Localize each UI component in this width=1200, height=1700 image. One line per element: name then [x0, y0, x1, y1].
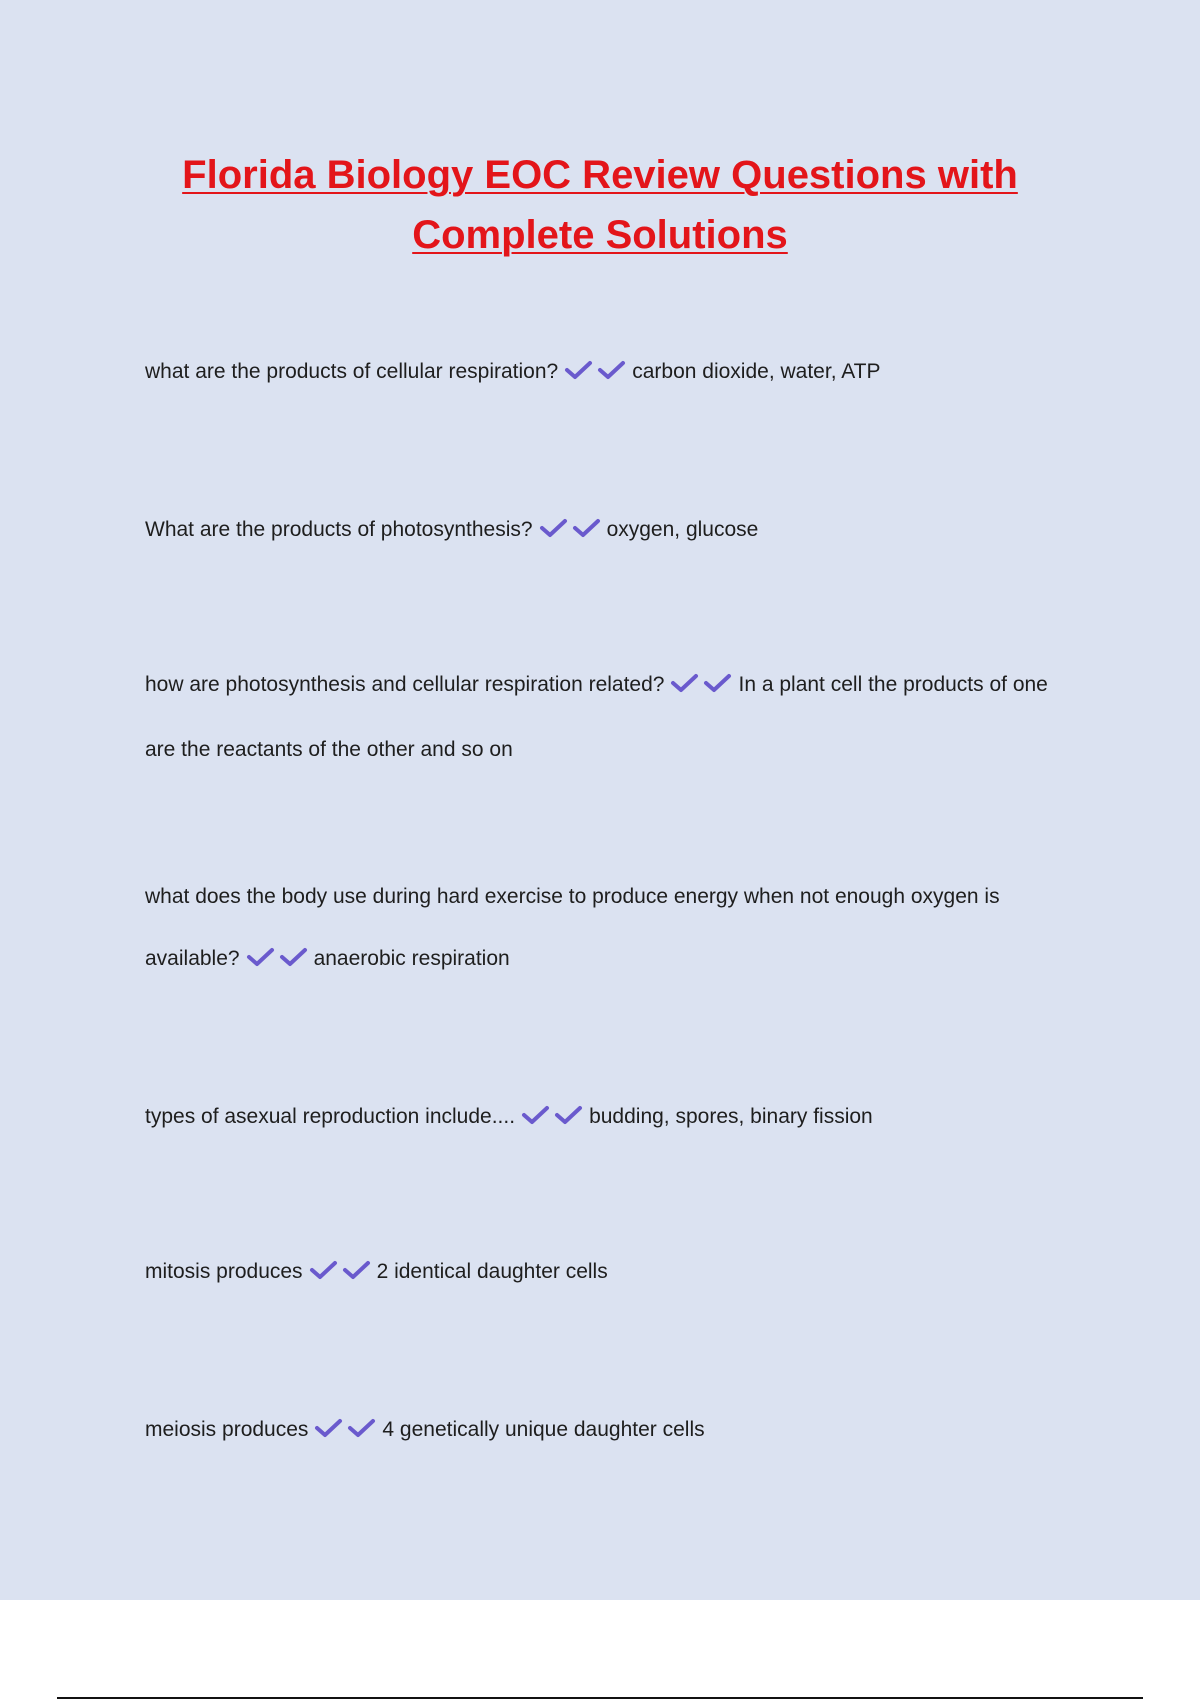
double-check-icon: [309, 1244, 375, 1306]
question-text: What are the products of photosynthesis?: [145, 518, 533, 541]
qa-item: [145, 1399, 1065, 1464]
qa-item: [145, 341, 1065, 406]
double-check-icon: [314, 1402, 380, 1464]
question-text: mitosis produces: [145, 1260, 303, 1283]
answer-text: oxygen, glucose: [606, 518, 759, 541]
double-check-icon: [670, 657, 736, 719]
qa-item: [145, 866, 1065, 993]
qa-item: [145, 1086, 1065, 1151]
answer-text: In a plant cell the products of one are the reactants of the other and so on: [145, 673, 1048, 761]
qa-item: [145, 499, 1065, 564]
question-text: meiosis produces: [145, 1418, 309, 1441]
answer-text: anaerobic respiration: [313, 947, 510, 970]
qa-item: [145, 654, 1065, 781]
question-text: how are photosynthesis and cellular respiration related?: [145, 673, 665, 696]
title-line-1: Florida Biology EOC Review Questions with: [182, 153, 1018, 197]
question-text: what are the products of cellular respiration?: [145, 360, 559, 383]
answer-text: 4 genetically unique daughter cells: [382, 1418, 705, 1441]
answer-text: carbon dioxide, water, ATP: [632, 360, 881, 383]
question-text: what does the body use during hard exercise to produce energy when not enough oxygen is available?: [145, 885, 1000, 970]
title-line-2: Complete Solutions: [412, 213, 788, 257]
double-check-icon: [246, 931, 312, 993]
qa-item: [145, 1241, 1065, 1306]
answer-text: 2 identical daughter cells: [376, 1260, 608, 1283]
double-check-icon: [521, 1089, 587, 1151]
footer-divider: [57, 1697, 1143, 1699]
double-check-icon: [539, 502, 605, 564]
double-check-icon: [564, 344, 630, 406]
question-text: types of asexual reproduction include....: [145, 1105, 516, 1128]
document-title: [100, 145, 1100, 265]
answer-text: budding, spores, binary fission: [589, 1105, 873, 1128]
